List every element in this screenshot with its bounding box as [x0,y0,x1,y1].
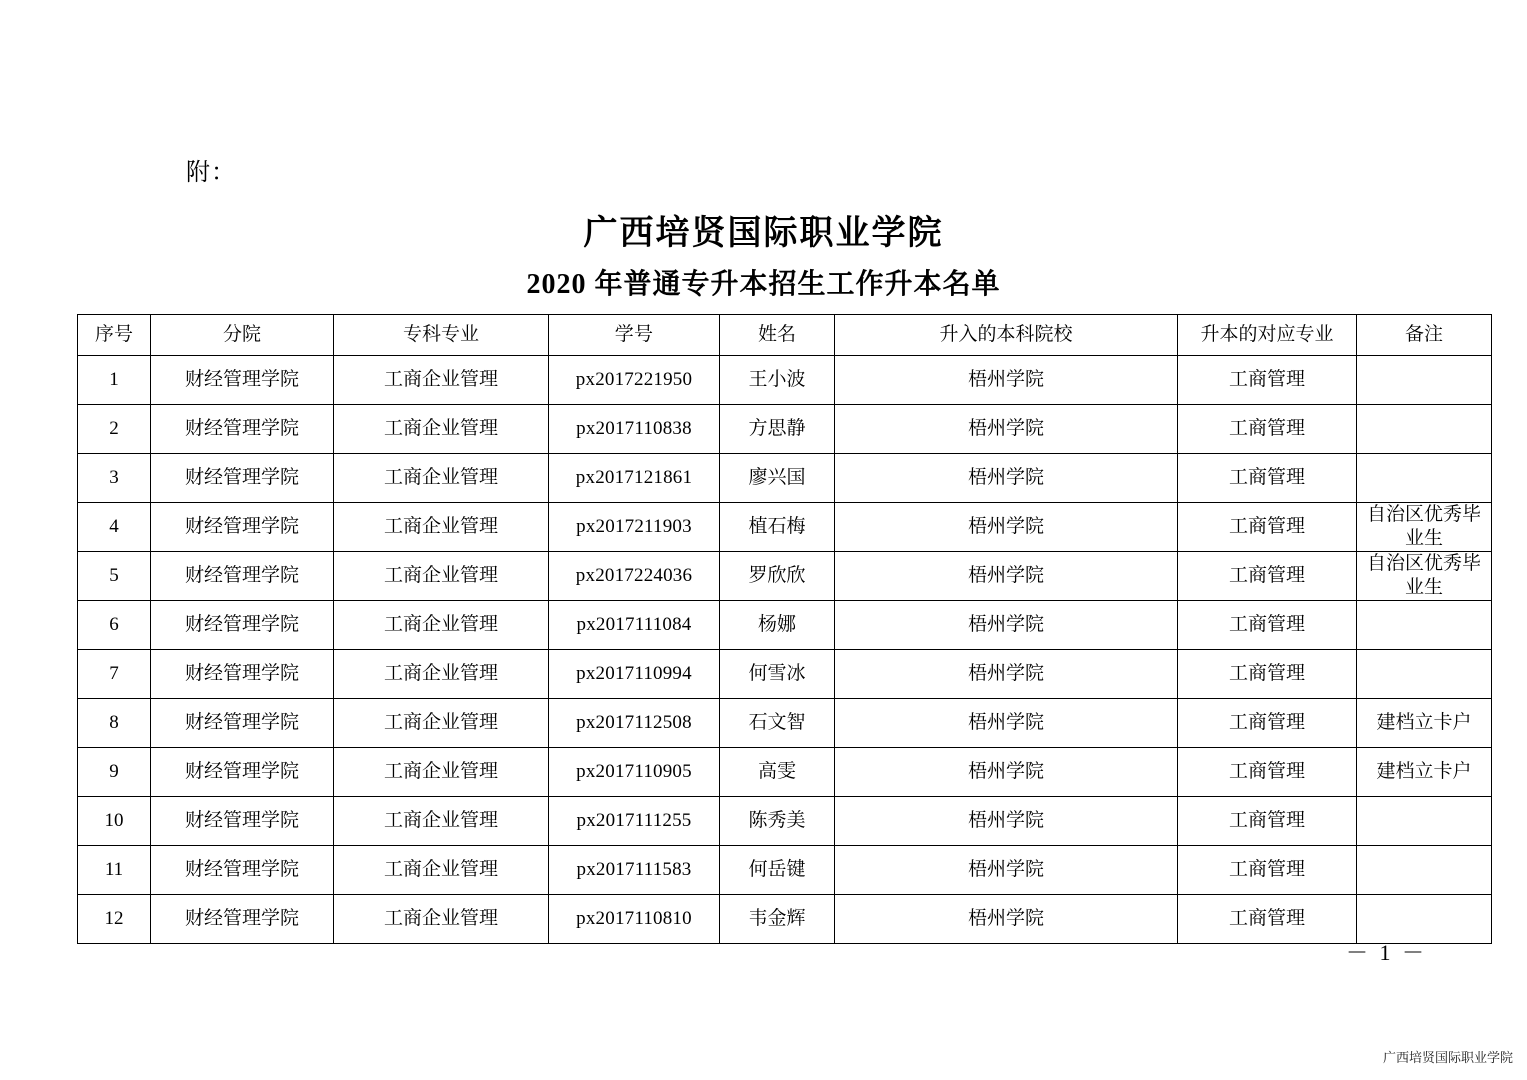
cell-major: 工商企业管理 [334,895,549,944]
table-row [78,748,1492,797]
cell-name: 植石梅 [720,503,835,552]
cell-department: 财经管理学院 [151,797,334,846]
cell-student-id: px2017111084 [549,601,720,650]
cell-note [1357,454,1492,503]
cell-university: 梧州学院 [835,846,1178,895]
cell-university: 梧州学院 [835,650,1178,699]
cell-index: 10 [78,797,151,846]
cell-university: 梧州学院 [835,552,1178,601]
table-row [78,356,1492,405]
cell-department: 财经管理学院 [151,699,334,748]
column-header-target-major: 升本的对应专业 [1178,315,1357,356]
page-subtitle: 2020 年普通专升本招生工作升本名单 [526,269,1001,300]
table-row [78,454,1492,503]
column-header-university: 升入的本科院校 [835,315,1178,356]
cell-major: 工商企业管理 [334,503,549,552]
roster-table [77,314,1492,944]
table-row [78,895,1492,944]
footer-watermark: 广西培贤国际职业学院 [1382,1050,1513,1065]
cell-student-id: px2017110905 [549,748,720,797]
column-header-major: 专科专业 [334,315,549,356]
cell-department: 财经管理学院 [151,552,334,601]
cell-index: 5 [78,552,151,601]
table-body [78,356,1492,944]
cell-university: 梧州学院 [835,356,1178,405]
cell-name: 方思静 [720,405,835,454]
cell-student-id: px2017121861 [549,454,720,503]
cell-student-id: px2017110994 [549,650,720,699]
column-header-index: 序号 [78,315,151,356]
table-row [78,699,1492,748]
cell-university: 梧州学院 [835,601,1178,650]
cell-index: 1 [78,356,151,405]
cell-student-id: px2017110838 [549,405,720,454]
cell-major: 工商企业管理 [334,748,549,797]
cell-note [1357,405,1492,454]
cell-university: 梧州学院 [835,405,1178,454]
cell-department: 财经管理学院 [151,503,334,552]
cell-department: 财经管理学院 [151,895,334,944]
cell-major: 工商企业管理 [334,846,549,895]
cell-university: 梧州学院 [835,699,1178,748]
table-header-row [78,315,1492,356]
cell-target-major: 工商管理 [1178,552,1357,601]
cell-student-id: px2017211903 [549,503,720,552]
attachment-label: 附： [186,160,236,186]
cell-target-major: 工商管理 [1178,454,1357,503]
cell-name: 廖兴国 [720,454,835,503]
cell-index: 2 [78,405,151,454]
cell-department: 财经管理学院 [151,356,334,405]
cell-note [1357,356,1492,405]
cell-student-id: px2017221950 [549,356,720,405]
cell-student-id: px2017110810 [549,895,720,944]
table-row [78,650,1492,699]
cell-note [1357,846,1492,895]
cell-major: 工商企业管理 [334,601,549,650]
cell-major: 工商企业管理 [334,552,549,601]
cell-name: 王小波 [720,356,835,405]
cell-note: 建档立卡户 [1357,699,1492,748]
cell-target-major: 工商管理 [1178,846,1357,895]
cell-name: 石文智 [720,699,835,748]
cell-department: 财经管理学院 [151,405,334,454]
cell-index: 11 [78,846,151,895]
column-header-student-id: 学号 [549,315,720,356]
column-header-note: 备注 [1357,315,1492,356]
cell-name: 何雪冰 [720,650,835,699]
cell-target-major: 工商管理 [1178,356,1357,405]
cell-university: 梧州学院 [835,503,1178,552]
roster-table-container [77,314,1481,944]
cell-name: 韦金辉 [720,895,835,944]
cell-index: 9 [78,748,151,797]
cell-target-major: 工商管理 [1178,895,1357,944]
cell-name: 高雯 [720,748,835,797]
cell-department: 财经管理学院 [151,454,334,503]
cell-major: 工商企业管理 [334,650,549,699]
cell-major: 工商企业管理 [334,797,549,846]
cell-department: 财经管理学院 [151,748,334,797]
table-row [78,846,1492,895]
cell-target-major: 工商管理 [1178,748,1357,797]
cell-student-id: px2017111255 [549,797,720,846]
cell-major: 工商企业管理 [334,454,549,503]
cell-student-id: px2017112508 [549,699,720,748]
cell-note [1357,797,1492,846]
table-row [78,503,1492,552]
cell-note [1357,650,1492,699]
cell-target-major: 工商管理 [1178,797,1357,846]
page-number: － 1 － [1345,940,1427,965]
cell-target-major: 工商管理 [1178,699,1357,748]
cell-note [1357,601,1492,650]
cell-target-major: 工商管理 [1178,650,1357,699]
cell-note: 建档立卡户 [1357,748,1492,797]
cell-target-major: 工商管理 [1178,601,1357,650]
table-header [78,315,1492,356]
cell-student-id: px2017111583 [549,846,720,895]
cell-index: 6 [78,601,151,650]
cell-department: 财经管理学院 [151,601,334,650]
cell-name: 何岳键 [720,846,835,895]
cell-target-major: 工商管理 [1178,503,1357,552]
table-row [78,552,1492,601]
cell-target-major: 工商管理 [1178,405,1357,454]
cell-index: 12 [78,895,151,944]
cell-note: 自治区优秀毕业生 [1357,503,1492,552]
cell-name: 陈秀美 [720,797,835,846]
cell-student-id: px2017224036 [549,552,720,601]
cell-university: 梧州学院 [835,895,1178,944]
cell-university: 梧州学院 [835,454,1178,503]
page-title: 广西培贤国际职业学院 [583,215,944,252]
cell-name: 罗欣欣 [720,552,835,601]
cell-index: 7 [78,650,151,699]
cell-index: 8 [78,699,151,748]
cell-index: 4 [78,503,151,552]
column-header-name: 姓名 [720,315,835,356]
cell-major: 工商企业管理 [334,405,549,454]
cell-major: 工商企业管理 [334,699,549,748]
table-row [78,601,1492,650]
cell-department: 财经管理学院 [151,650,334,699]
cell-index: 3 [78,454,151,503]
column-header-department: 分院 [151,315,334,356]
table-row [78,797,1492,846]
table-row [78,405,1492,454]
cell-university: 梧州学院 [835,748,1178,797]
cell-university: 梧州学院 [835,797,1178,846]
cell-name: 杨娜 [720,601,835,650]
cell-note: 自治区优秀毕业生 [1357,552,1492,601]
cell-major: 工商企业管理 [334,356,549,405]
cell-department: 财经管理学院 [151,846,334,895]
